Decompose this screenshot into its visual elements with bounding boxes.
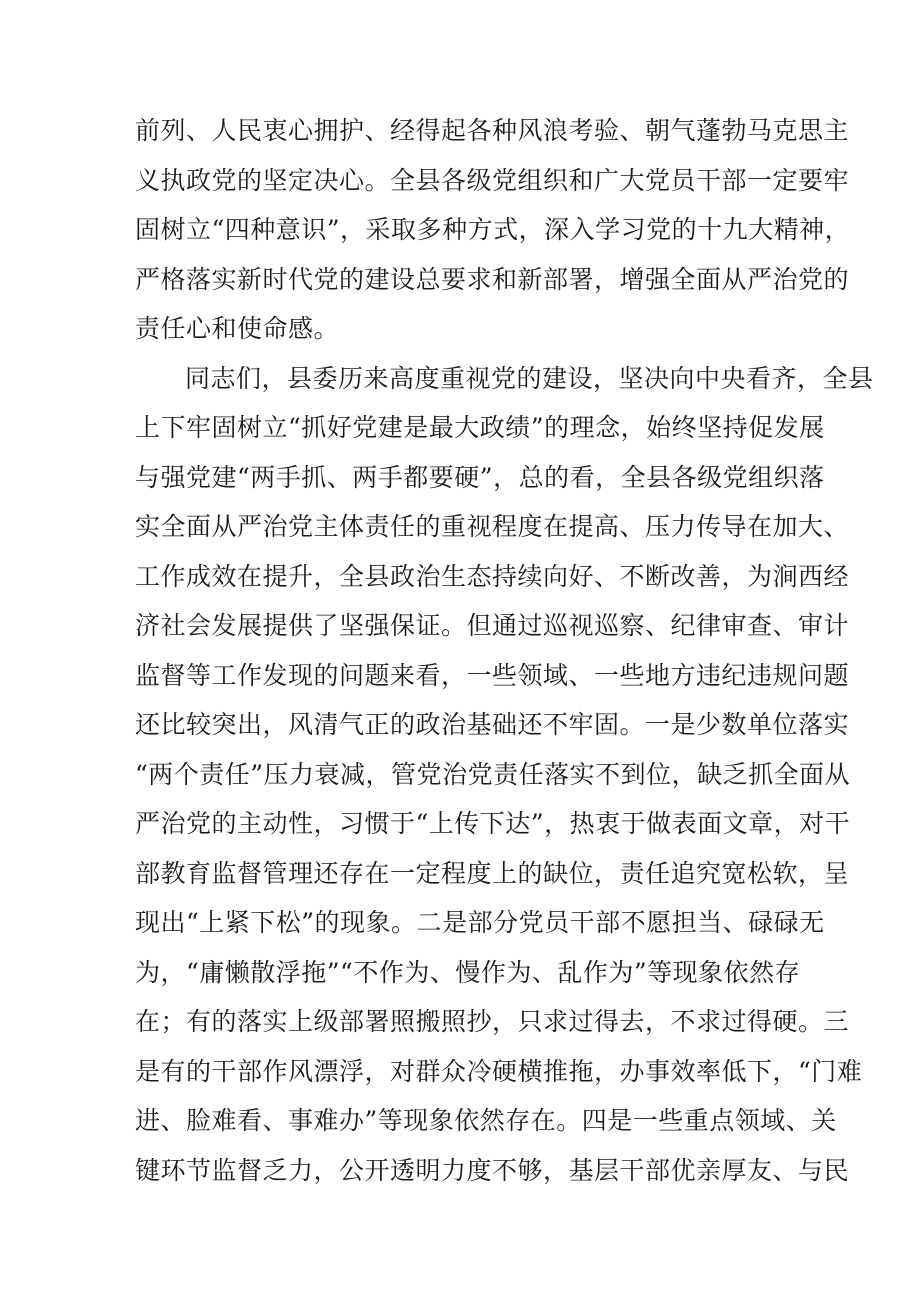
text-line: 责任心和使命感。 (135, 314, 340, 343)
text-line: 监督等工作发现的问题来看，一些领域、一些地方违纪违规问题 (135, 661, 850, 690)
text-line: 工作成效在提升，全县政治生态持续向好、不断改善，为涧西经 (135, 562, 850, 591)
text-line: 现出“上紧下松”的现象。二是部分党员干部不愿担当、碌碌无 (135, 908, 825, 937)
text-line: “两个责任”压力衰减，管党治党责任落实不到位，缺乏抓全面从 (135, 760, 851, 789)
text-line: 与强党建“两手抓、两手都要硬”，总的看，全县各级党组织落 (135, 463, 825, 492)
text-line: 固树立“四种意识”，采取多种方式，深入学习党的十九大精神， (135, 215, 851, 244)
text-line: 是有的干部作风漂浮，对群众冷硬横推拖，办事效率低下，“门难 (135, 1057, 863, 1086)
paragraph-first-line: 同志们，县委历来高度重视党的建设，坚决向中央看齐，全县 (185, 364, 874, 393)
text-line: 严格落实新时代党的建设总要求和新部署，增强全面从严治党的 (135, 265, 850, 294)
text-line: 义执政党的坚定决心。全县各级党组织和广大党员干部一定要牢 (135, 166, 850, 195)
text-line: 进、脸难看、事难办”等现象依然存在。四是一些重点领域、关 (135, 1106, 837, 1135)
text-line: 济社会发展提供了坚强保证。但通过巡视巡察、纪律审查、审计 (135, 611, 850, 640)
text-line: 前列、人民衷心拥护、经得起各种风浪考验、朝气蓬勃马克思主 (135, 116, 850, 145)
text-line: 实全面从严治党主体责任的重视程度在提高、压力传导在加大、 (135, 512, 850, 541)
text-line: 部教育监督管理还存在一定程度上的缺位，责任追究宽松软，呈 (135, 859, 850, 888)
text-line: 为，“庸懒散浮拖”“不作为、慢作为、乱作为”等现象依然存 (135, 958, 801, 987)
text-line: 还比较突出，风清气正的政治基础还不牢固。一是少数单位落实 (135, 710, 850, 739)
text-line: 在；有的落实上级部署照搬照抄，只求过得去，不求过得硬。三 (135, 1007, 850, 1036)
text-line: 严治党的主动性，习惯于“上传下达”，热衷于做表面文章，对干 (135, 809, 851, 838)
text-line: 上下牢固树立“抓好党建是最大政绩”的理念，始终坚持促发展 (135, 413, 825, 442)
text-line: 键环节监督乏力，公开透明力度不够，基层干部优亲厚友、与民 (135, 1156, 850, 1185)
